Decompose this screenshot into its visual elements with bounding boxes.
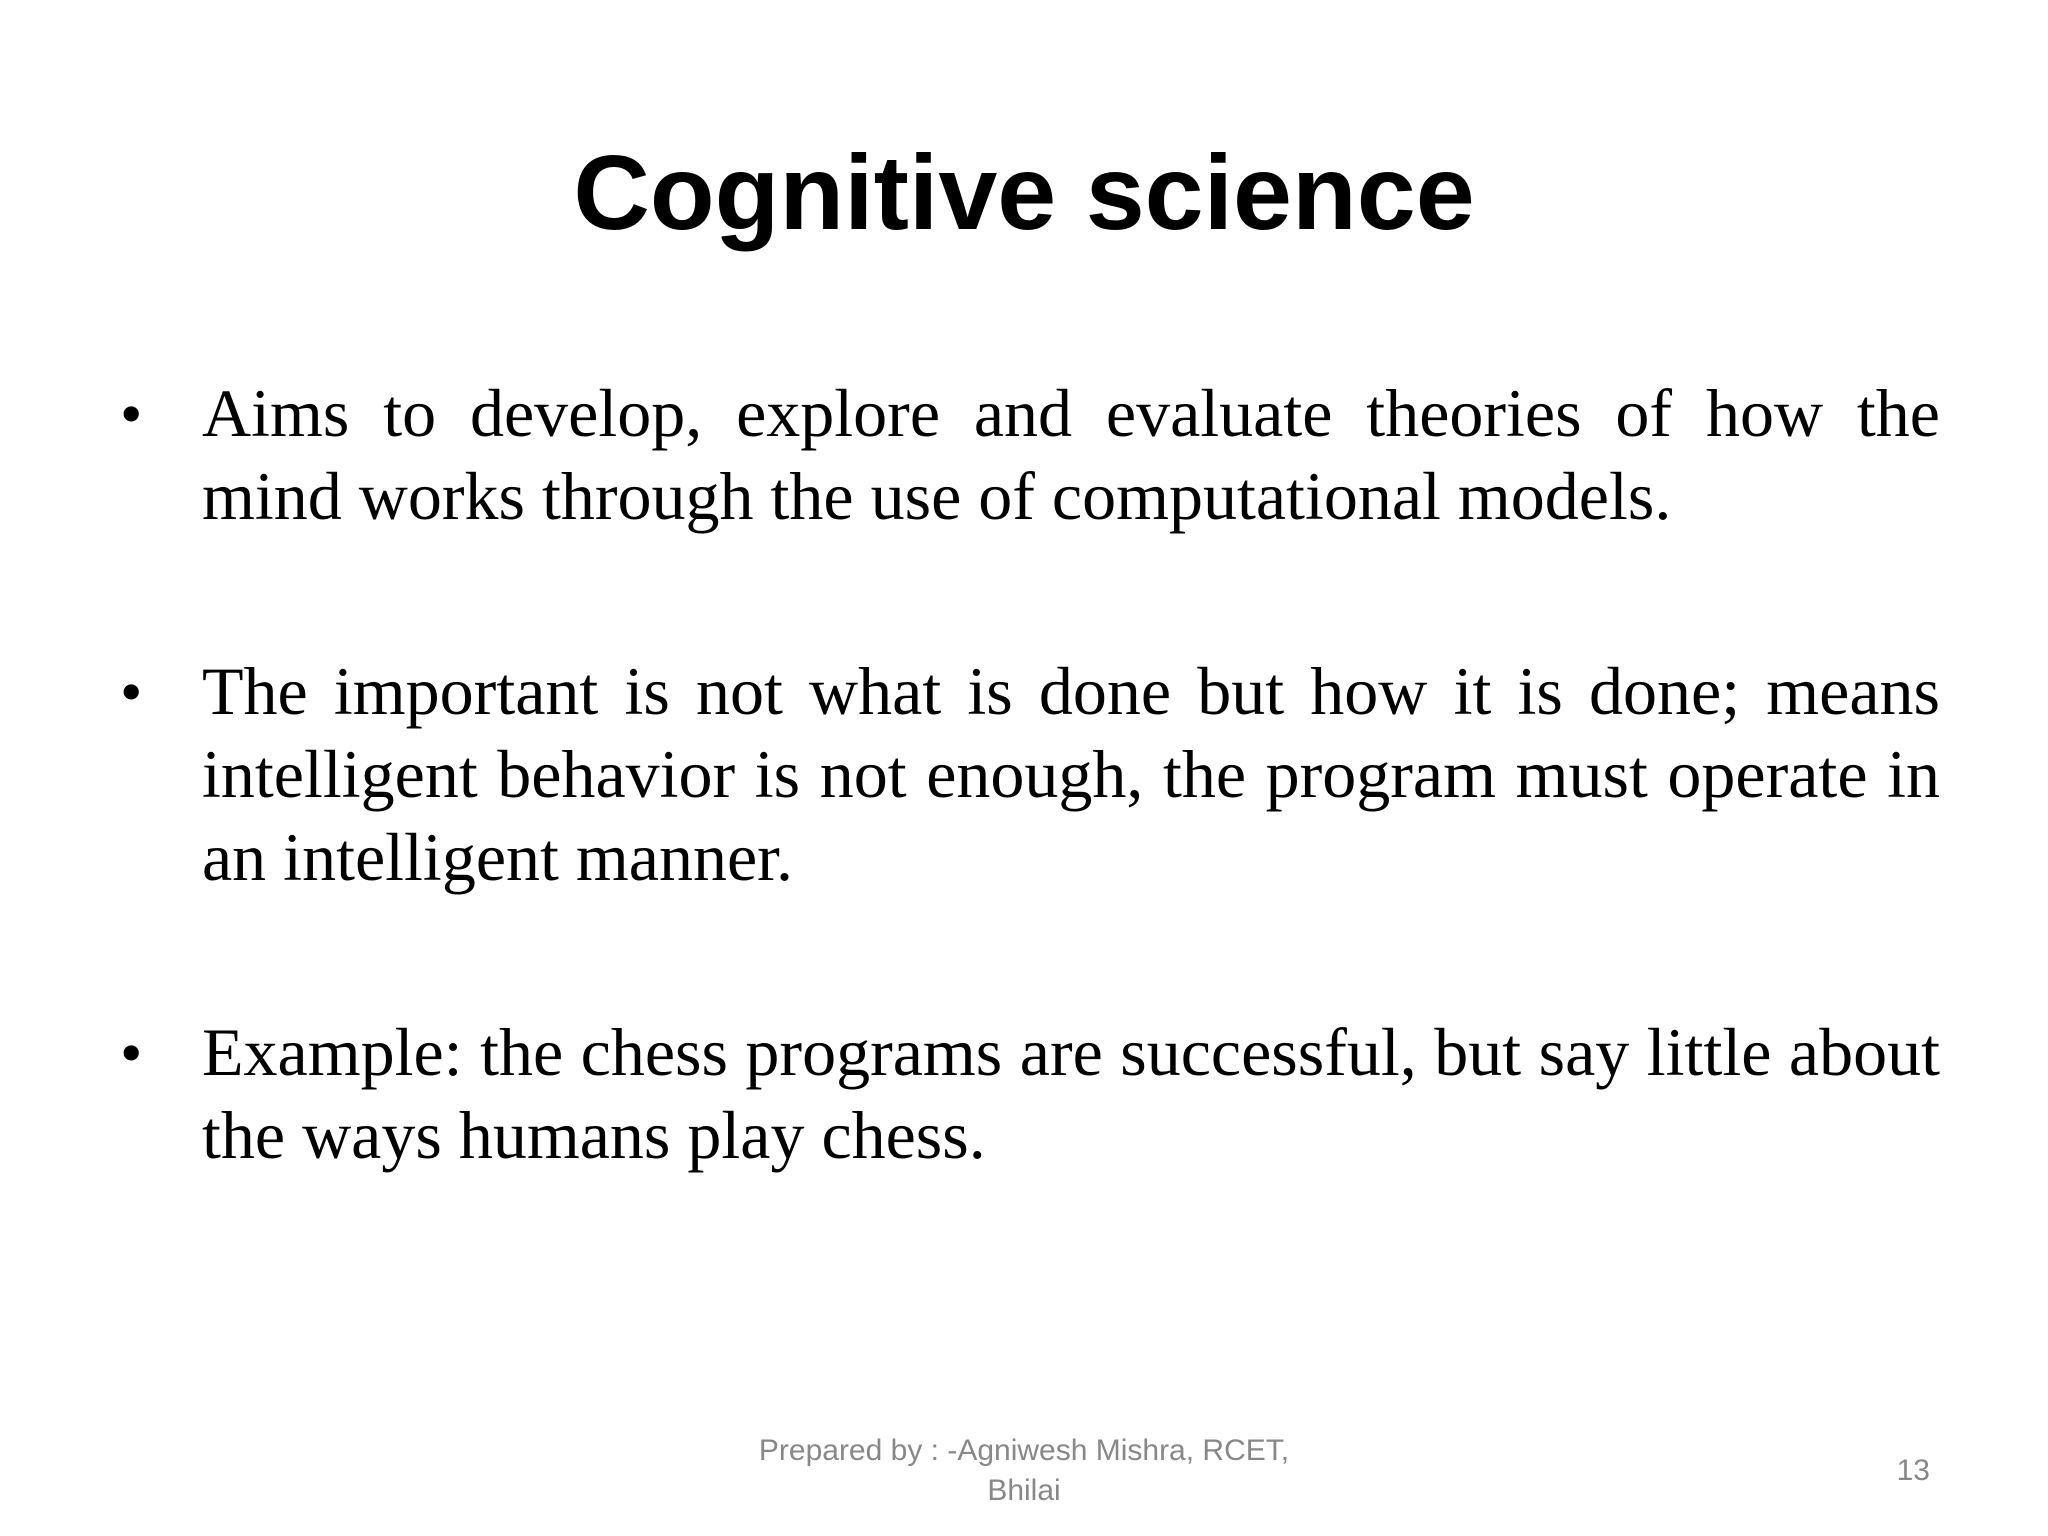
bullet-text: Aims to develop, explore and evaluate theories of how the mind works through the use of computational models. xyxy=(202,375,1940,534)
bullet-text: Example: the chess programs are successful, but say little about the ways humans play chess. xyxy=(202,1014,1940,1173)
bullet-list xyxy=(120,372,1940,1177)
bullet-icon: • xyxy=(120,1017,143,1088)
bullet-item xyxy=(120,1011,1940,1177)
bullet-text: The important is not what is done but how it is done; means intelligent behavior is not enough, the program must operate in an intelligent manner. xyxy=(202,653,1940,895)
page-number: 13 xyxy=(1896,1454,1930,1487)
slide-title: Cognitive science xyxy=(573,134,1475,252)
footer-credit xyxy=(724,1431,1324,1511)
footer-line-2: Bhilai xyxy=(987,1474,1061,1507)
footer-line-1: Prepared by : -Agniwesh Mishra, RCET, xyxy=(758,1434,1290,1467)
bullet-item xyxy=(120,372,1940,538)
bullet-icon: • xyxy=(120,656,143,727)
bullet-item xyxy=(120,650,1940,899)
bullet-icon: • xyxy=(120,378,143,449)
